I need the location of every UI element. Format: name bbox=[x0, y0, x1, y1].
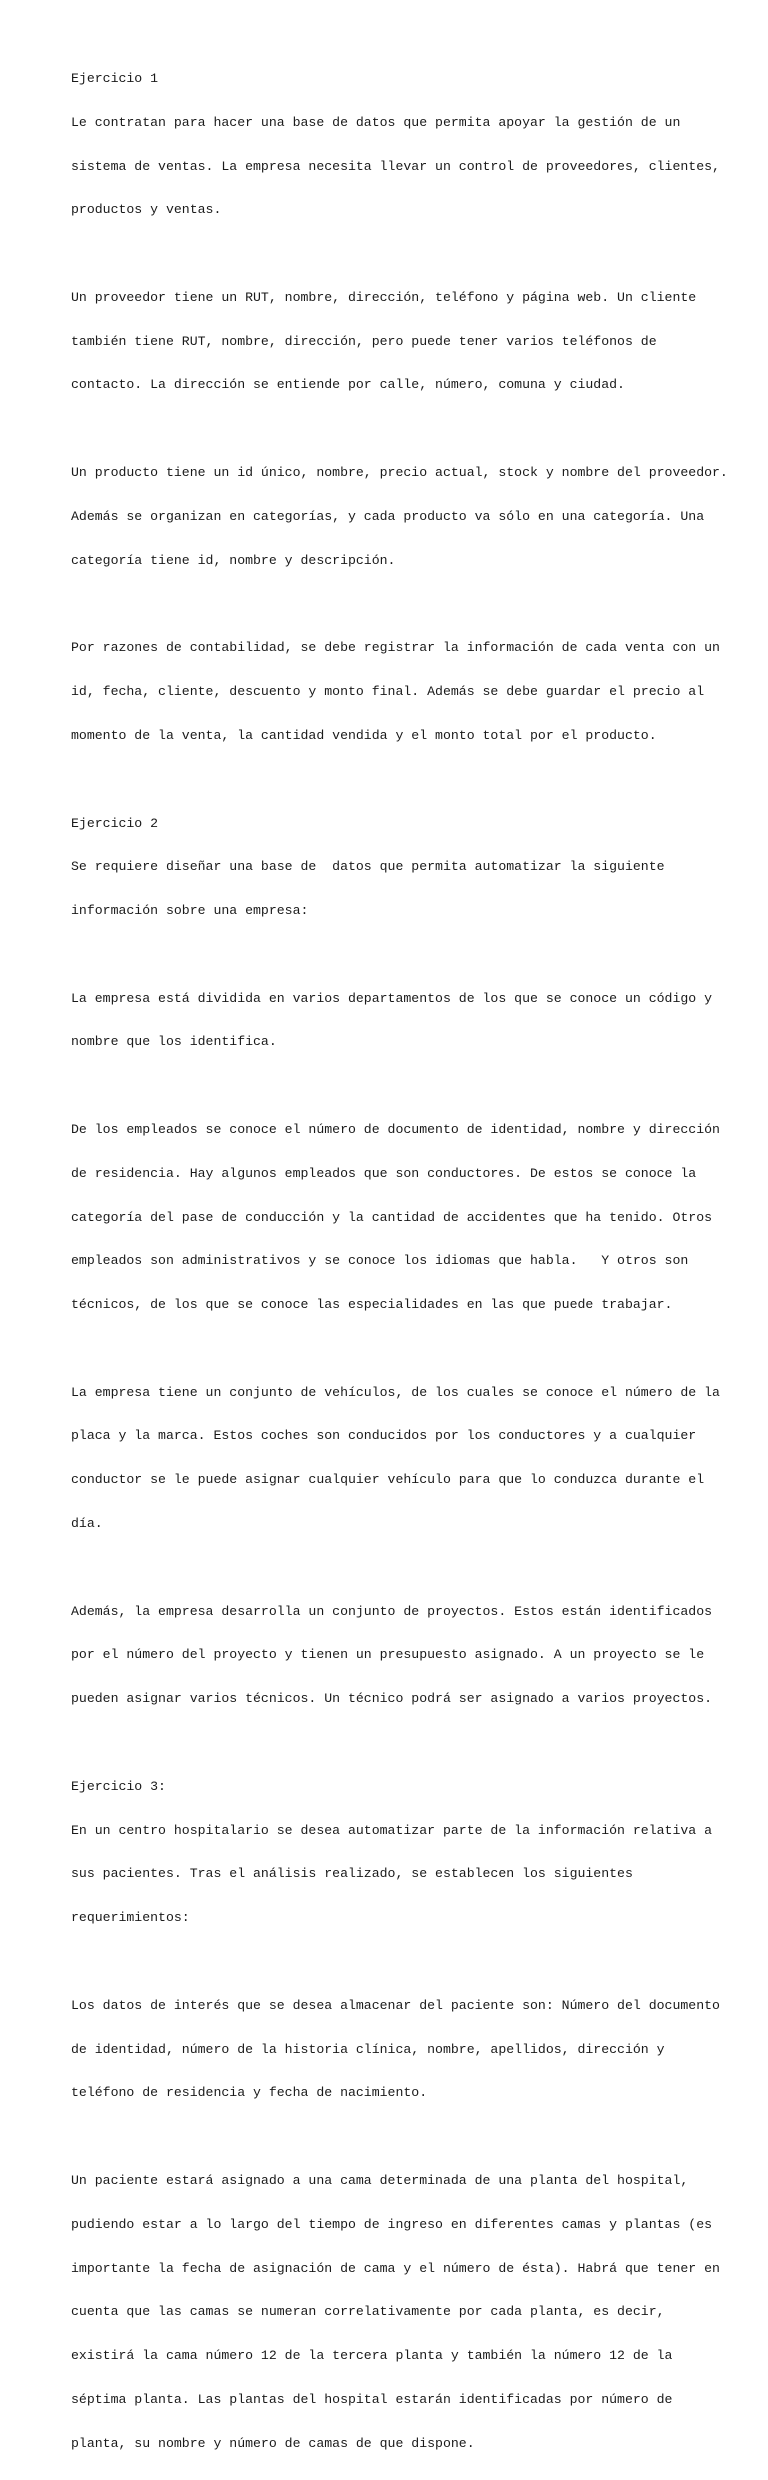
text-line: La empresa está dividida en varios departamentos de los que se conoce un código y bbox=[71, 990, 713, 1006]
paragraph bbox=[71, 1575, 711, 1736]
text-line: conductor se le puede asignar cualquier vehículo para que lo conduzca durante el bbox=[71, 1472, 705, 1488]
text-line: sus pacientes. Tras el análisis realizado, se establecen los siguientes bbox=[71, 1866, 633, 1882]
text-line: placa y la marca. Estos coches son conducidos por los conductores y a cualquier bbox=[71, 1428, 697, 1444]
exercise-2 bbox=[71, 815, 720, 1736]
text-line: de identidad, número de la historia clínica, nombre, apellidos, dirección y bbox=[71, 2041, 665, 2057]
text-line: planta, su nombre y número de camas de que dispone. bbox=[71, 2435, 475, 2451]
text-line: Los datos de interés que se desea almacenar del paciente son: Número del documento bbox=[71, 1997, 720, 2013]
paragraph bbox=[71, 1356, 720, 1560]
text-line: por el número del proyecto y tienen un presupuesto asignado. A un proyecto se le bbox=[71, 1647, 705, 1663]
text-line: nombre que los identifica. bbox=[71, 1034, 277, 1050]
text-line: En un centro hospitalario se desea automatizar parte de la información relativa a bbox=[71, 1822, 713, 1838]
paragraph bbox=[71, 2145, 720, 2480]
text-line: categoría tiene id, nombre y descripción. bbox=[71, 552, 396, 568]
text-line: Por razones de contabilidad, se debe registrar la información de cada venta con un bbox=[71, 640, 720, 656]
text-line: cuenta que las camas se numeran correlativamente por cada planta, es decir, bbox=[71, 2304, 665, 2320]
text-line: productos y ventas. bbox=[71, 202, 222, 218]
text-line: Un paciente estará asignado a una cama determinada de una planta del hospital, bbox=[71, 2172, 689, 2188]
text-line: teléfono de residencia y fecha de nacimiento. bbox=[71, 2085, 428, 2101]
text-line: Se requiere diseñar una base de datos que permita automatizar la siguiente bbox=[71, 859, 665, 875]
text-line: La empresa tiene un conjunto de vehículos, de los cuales se conoce el número de la bbox=[71, 1384, 720, 1400]
exercise-title: Ejercicio 3: bbox=[71, 1778, 166, 1794]
text-line: pueden asignar varios técnicos. Un técnico podrá ser asignado a varios proyectos. bbox=[71, 1691, 713, 1707]
text-line: séptima planta. Las plantas del hospital estarán identificadas por número de bbox=[71, 2391, 673, 2407]
exercise-title: Ejercicio 2 bbox=[71, 815, 159, 831]
text-line: Un proveedor tiene un RUT, nombre, dirección, teléfono y página web. Un cliente bbox=[71, 289, 697, 305]
text-line: Le contratan para hacer una base de datos que permita apoyar la gestión de un bbox=[71, 114, 681, 130]
exercise-3 bbox=[71, 1778, 720, 2480]
text-line: sistema de ventas. La empresa necesita llevar un control de proveedores, clientes, bbox=[71, 158, 720, 174]
text-line: existirá la cama número 12 de la tercera planta y también la número 12 de la bbox=[71, 2348, 673, 2364]
paragraph bbox=[71, 831, 711, 948]
paragraph bbox=[71, 262, 711, 423]
paragraph bbox=[71, 1094, 720, 1342]
paragraph bbox=[71, 1970, 720, 2131]
text-line: De los empleados se conoce el número de documento de identidad, nombre y dirección bbox=[71, 1121, 720, 1137]
text-line: importante la fecha de asignación de cama y el número de ésta). Habrá que tener en bbox=[71, 2260, 720, 2276]
text-line: id, fecha, cliente, descuento y monto final. Además se debe guardar el precio al bbox=[71, 683, 705, 699]
text-line: Además, la empresa desarrolla un conjunto de proyectos. Estos están identificados bbox=[71, 1603, 713, 1619]
document-page bbox=[71, 71, 728, 2480]
paragraph bbox=[71, 87, 720, 248]
text-line: información sobre una empresa: bbox=[71, 903, 309, 919]
text-line: día. bbox=[71, 1516, 103, 1531]
text-line: también tiene RUT, nombre, dirección, pero puede tener varios teléfonos de bbox=[71, 333, 657, 349]
text-line: pudiendo estar a lo largo del tiempo de ingreso en diferentes camas y plantas (es bbox=[71, 2216, 713, 2232]
paragraph bbox=[71, 612, 720, 773]
text-line: Además se organizan en categorías, y cada producto va sólo en una categoría. Una bbox=[71, 508, 705, 524]
paragraph bbox=[71, 1795, 711, 1956]
text-line: empleados son administrativos y se conoce los idiomas que habla. Y otros son bbox=[71, 1253, 689, 1269]
paragraph bbox=[71, 437, 728, 598]
paragraph bbox=[71, 962, 711, 1079]
text-line: contacto. La dirección se entiende por calle, número, comuna y ciudad. bbox=[71, 377, 625, 393]
exercise-title: Ejercicio 1 bbox=[71, 71, 159, 86]
exercise-1 bbox=[71, 71, 728, 773]
text-line: de residencia. Hay algunos empleados que son conductores. De estos se conoce la bbox=[71, 1165, 697, 1181]
text-line: categoría del pase de conducción y la cantidad de accidentes que ha tenido. Otros bbox=[71, 1209, 713, 1225]
text-line: requerimientos: bbox=[71, 1910, 190, 1926]
text-line: Un producto tiene un id único, nombre, precio actual, stock y nombre del proveedor. bbox=[71, 465, 728, 481]
text-line: técnicos, de los que se conoce las especialidades en las que puede trabajar. bbox=[71, 1297, 673, 1313]
text-line: momento de la venta, la cantidad vendida y el monto total por el producto. bbox=[71, 727, 657, 743]
